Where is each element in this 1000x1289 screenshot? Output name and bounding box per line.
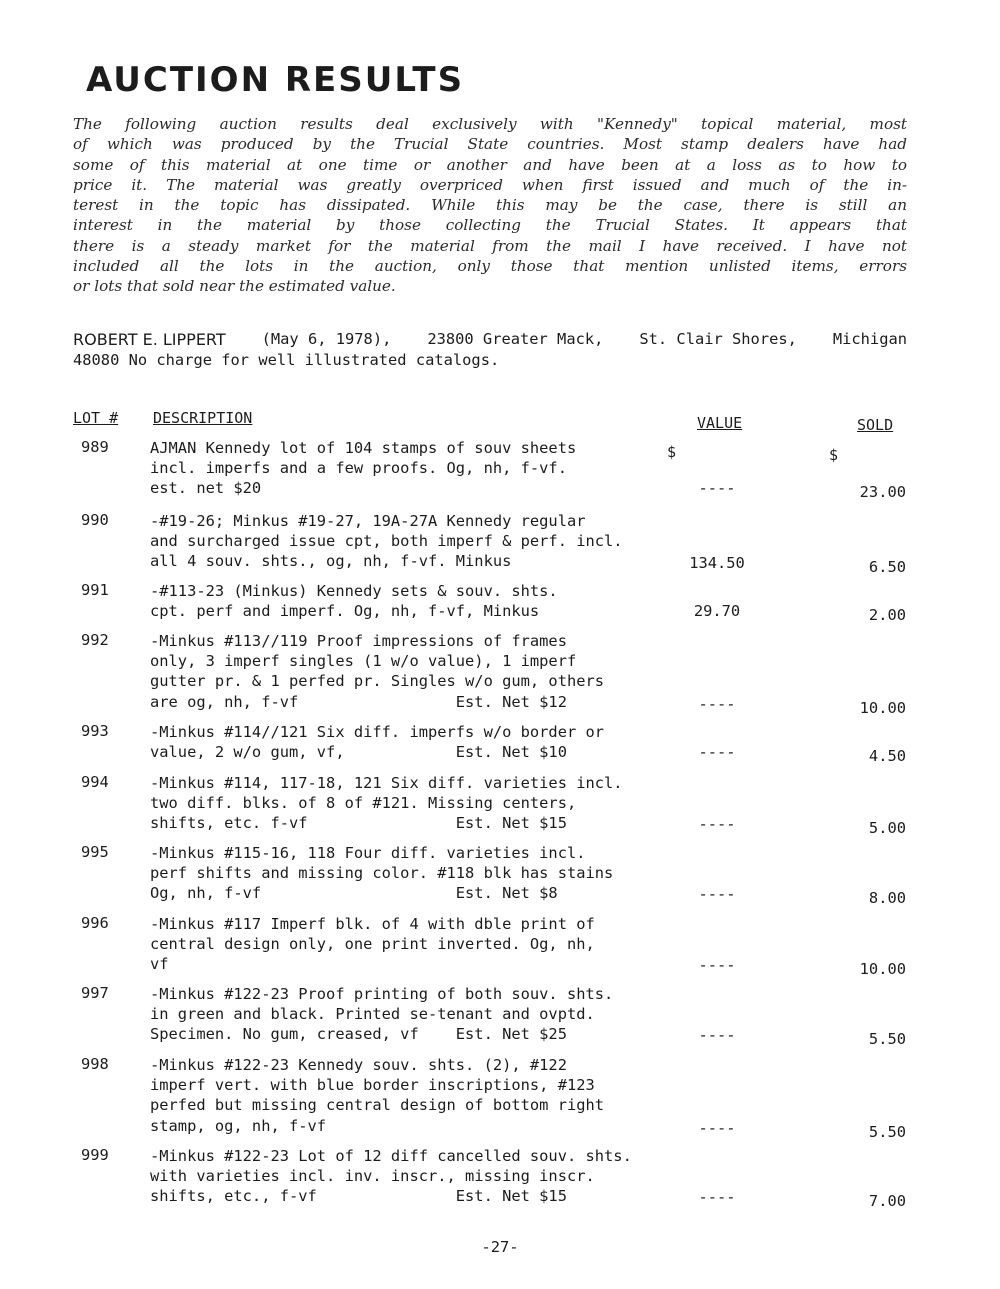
lot-sold: 23.00: [859, 483, 906, 502]
lot-value: ----: [698, 1188, 736, 1207]
lot-sold: 10.00: [859, 698, 906, 717]
lot-description: -#19-26; Minkus #19-27, 19A-27A Kennedy regular and surcharged issue cpt, both imperf & perf. incl. all 4 souv. shts., og, nh, f-vf. Minkus: [150, 512, 623, 571]
lot-value: ----: [698, 885, 736, 904]
lot-number: 994: [81, 773, 109, 791]
lot-number: 999: [81, 1146, 109, 1164]
lot-value: ----: [698, 694, 736, 713]
lot-description: -#113-23 (Minkus) Kennedy sets & souv. shts. cpt. perf and imperf. Og, nh, f-vf, Minkus: [150, 582, 558, 621]
auction-date: (May 6, 1978),: [261, 330, 392, 348]
lot-value: ----: [698, 1118, 736, 1137]
lot-sold: 8.00: [868, 889, 906, 908]
intro-line: price it. The material was greatly overpriced when first issued and much of the in-: [73, 175, 907, 194]
lot-sold: 10.00: [859, 960, 906, 979]
header-sold: SOLD: [857, 416, 894, 434]
lot-number: 998: [81, 1055, 109, 1073]
lot-value: 134.50: [689, 554, 745, 573]
intro-line: some of this material at one time or another and have been at a loss as to how to: [73, 155, 907, 174]
lot-number: 990: [81, 511, 109, 529]
lot-sold: 5.00: [868, 819, 906, 838]
lot-description: -Minkus #122-23 Kennedy souv. shts. (2), #122 imperf vert. with blue border inscriptions, #123 perfed but missing central design of bottom right stamp, og, nh, f-vf: [150, 1056, 605, 1135]
lot-number: 991: [81, 581, 109, 599]
auctioneer-line-1: [73, 329, 907, 350]
auctioneer-line-2: 48080 No charge for well illustrated catalogs.: [73, 351, 500, 369]
lot-sold: 2.00: [868, 606, 906, 625]
lot-description: -Minkus #114, 117-18, 121 Six diff. varieties incl. two diff. blks. of 8 of #121. Missing centers, shifts, etc. f-vf Est. Net $15: [150, 774, 623, 833]
page-number: -27-: [481, 1238, 519, 1256]
address-street: 23800 Greater Mack,: [427, 330, 604, 348]
address-state: Michigan: [832, 330, 907, 348]
lot-value: ----: [698, 479, 736, 498]
lot-value: ----: [698, 956, 736, 975]
value-currency-symbol: $: [667, 443, 677, 461]
lot-description: -Minkus #115-16, 118 Four diff. varieties incl. perf shifts and missing color. #118 blk has stains Og, nh, f-vf Est. Net $8: [150, 844, 614, 903]
lot-description: -Minkus #113//119 Proof impressions of frames only, 3 imperf singles (1 w/o value), 1 imperf gutter pr. & 1 perfed pr. Singles w/o gum, others are og, nh, f-vf Est. Net $12: [150, 632, 605, 711]
intro-line: there is a steady market for the material from the mail I have received. I have not: [73, 236, 907, 255]
header-description: DESCRIPTION: [153, 409, 253, 427]
header-value: VALUE: [697, 414, 743, 432]
intro-line: of which was produced by the Trucial State countries. Most stamp dealers have had: [73, 135, 907, 154]
lot-sold: 6.50: [868, 558, 906, 577]
intro-line: The following auction results deal exclusively with "Kennedy" topical material, most: [73, 115, 907, 133]
address-city: St. Clair Shores,: [639, 330, 797, 348]
intro-line: included all the lots in the auction, only those that mention unlisted items, errors: [73, 257, 907, 276]
intro-line: or lots that sold near the estimated value.: [73, 277, 396, 296]
header-lot: LOT #: [73, 409, 119, 427]
lot-number: 993: [81, 722, 109, 740]
lot-description: AJMAN Kennedy lot of 104 stamps of souv sheets incl. imperfs and a few proofs. Og, nh, f-vf. est. net $20: [150, 439, 577, 498]
lot-sold: 5.50: [868, 1122, 906, 1141]
lot-number: 992: [81, 631, 109, 649]
page-title: AUCTION RESULTS: [86, 60, 465, 100]
lot-value: ----: [698, 743, 736, 762]
lot-description: -Minkus #122-23 Proof printing of both souv. shts. in green and black. Printed se-tenant and ovptd. Specimen. No gum, creased, vf Est. Net $25: [150, 985, 614, 1044]
lot-sold: 5.50: [868, 1030, 906, 1049]
lot-number: 996: [81, 914, 109, 932]
sold-currency-symbol: $: [829, 446, 839, 464]
lot-description: -Minkus #122-23 Lot of 12 diff cancelled souv. shts. with varieties incl. inv. inscr., missing inscr. shifts, etc., f-vf Est. Net $15: [150, 1147, 632, 1206]
intro-line: interest in the material by those collecting the Trucial States. It appears that: [73, 216, 907, 235]
lot-value: 29.70: [693, 602, 741, 621]
lot-number: 995: [81, 843, 109, 861]
lot-sold: 7.00: [868, 1192, 906, 1211]
intro-line: terest in the topic has dissipated. While this may be the case, there is still an: [73, 196, 907, 215]
lot-number: 997: [81, 984, 109, 1002]
auctioneer-info: [73, 329, 907, 371]
intro-paragraph: [73, 114, 907, 297]
lot-description: -Minkus #117 Imperf blk. of 4 with dble print of central design only, one print inverted. Og, nh, vf: [150, 915, 595, 974]
lot-sold: 4.50: [868, 747, 906, 766]
lot-description: -Minkus #114//121 Six diff. imperfs w/o border or value, 2 w/o gum, vf, Est. Net $10: [150, 723, 605, 762]
lot-number: 989: [81, 438, 109, 456]
auctioneer-name: ROBERT E. LIPPERT: [73, 330, 226, 349]
lot-value: ----: [698, 1026, 736, 1045]
lot-value: ----: [698, 815, 736, 834]
